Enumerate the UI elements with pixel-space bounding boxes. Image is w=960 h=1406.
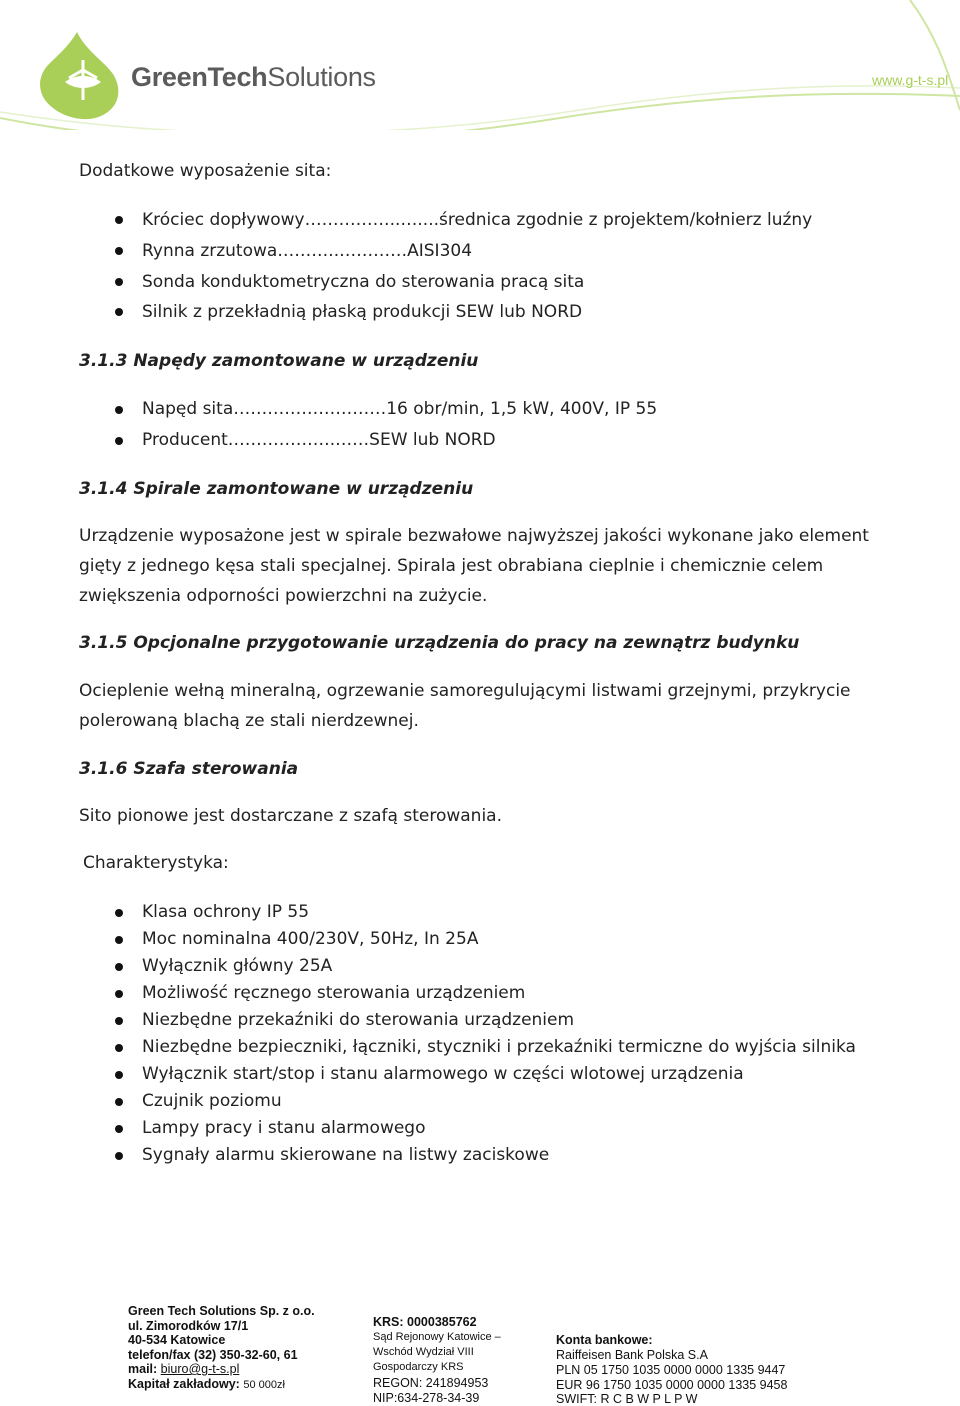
company-capital: Kapitał zakładowy: 50 000zł [128, 1377, 285, 1391]
paragraph-line: Sito pionowe jest dostarczane z szafą sterowania. [79, 806, 502, 826]
list-item: Wyłącznik główny 25A [142, 956, 333, 976]
list-item: Sonda konduktometryczna do sterowania pracą sita [142, 272, 585, 292]
company-phone: telefon/fax (32) 350-32-60, 61 [128, 1348, 298, 1362]
paragraph-line: gięty z jednego kęsa stali specjalnej. Spirala jest obrabiana cieplnie i chemicznie celem [79, 556, 824, 576]
list-item: Producent……………….……SEW lub NORD [142, 430, 496, 450]
bullet-icon [115, 1071, 123, 1079]
section-heading-315: 3.1.5 Opcjonalne przygotowanie urządzenia do pracy na zewnątrz budynku [79, 633, 800, 653]
list-item: Czujnik poziomu [142, 1091, 282, 1111]
list-item: Sygnały alarmu skierowane na listwy zaciskowe [142, 1145, 550, 1165]
list-item: Niezbędne bezpieczniki, łączniki, styczniki i przekaźniki termiczne do wyjścia silnika [142, 1037, 856, 1057]
paragraph-line: Ocieplenie wełną mineralną, ogrzewanie samoregulującymi listwami grzejnymi, przykrycie [79, 681, 851, 701]
bullet-icon [115, 1125, 123, 1133]
page-footer [0, 1300, 960, 1405]
section-heading-316: 3.1.6 Szafa sterowania [79, 759, 299, 779]
list-item: Napęd sita………………………16 obr/min, 1,5 kW, 400V, IP 55 [142, 399, 658, 419]
nip-number: NIP:634-278-34-39 [373, 1391, 480, 1405]
list-item: Silnik z przekładnią płaską produkcji SEW lub NORD [142, 302, 583, 322]
bank-account-eur: EUR 96 1750 1035 0000 0000 1335 9458 [556, 1378, 788, 1392]
regon-number: REGON: 241894953 [373, 1376, 489, 1390]
list-item: Klasa ochrony IP 55 [142, 902, 310, 922]
list-item: Rynna zrzutowa………..…………AISI304 [142, 241, 473, 261]
page-header [0, 0, 960, 130]
section-heading-314: 3.1.4 Spirale zamontowane w urządzeniu [79, 479, 474, 499]
paragraph-line: polerowaną blachą ze stali nierdzewnej. [79, 711, 419, 731]
company-street: ul. Zimorodków 17/1 [128, 1319, 249, 1333]
bullet-icon [115, 216, 123, 224]
email-link[interactable]: biuro@g-t-s.pl [160, 1362, 240, 1376]
bullet-icon [115, 936, 123, 944]
list-item: Niezbędne przekaźniki do sterowania urządzeniem [142, 1010, 575, 1030]
list-item: Króciec dopływowy……………..…....średnica zgodnie z projektem/kołnierz luźny [142, 210, 813, 230]
list-item: Moc nominalna 400/230V, 50Hz, In 25A [142, 929, 479, 949]
bank-name: Raiffeisen Bank Polska S.A [556, 1348, 708, 1362]
court-line: Sąd Rejonowy Katowice – [373, 1331, 501, 1343]
company-name: Green Tech Solutions Sp. z o.o. [128, 1304, 315, 1318]
paragraph-line: Urządzenie wyposażone jest w spirale bezwałowe najwyższej jakości wykonane jako element [79, 526, 869, 546]
bullet-icon [115, 308, 123, 316]
company-city: 40-534 Katowice [128, 1333, 226, 1347]
bullet-icon [115, 406, 123, 414]
characteristics-label: Charakterystyka: [83, 853, 229, 873]
website-url: www.g-t-s.pl [872, 72, 949, 88]
bullet-icon [115, 909, 123, 917]
paragraph-line: zwiększenia odporności powierzchni na zużycie. [79, 586, 488, 606]
company-logo-text: GreenTechSolutions [131, 62, 376, 92]
bank-swift: SWIFT: R C B W P L P W [556, 1392, 698, 1406]
bullet-icon [115, 278, 123, 286]
bullet-icon [115, 247, 123, 255]
bullet-icon [115, 1098, 123, 1106]
bullet-icon [115, 963, 123, 971]
list-item: Wyłącznik start/stop i stanu alarmowego w części wlotowej urządzenia [142, 1064, 744, 1084]
bullet-icon [115, 1017, 123, 1025]
section-heading-313: 3.1.3 Napędy zamontowane w urządzeniu [79, 351, 479, 371]
greentech-logo-icon [35, 30, 130, 120]
bank-label: Konta bankowe: [556, 1333, 653, 1347]
krs-number: KRS: 0000385762 [373, 1315, 477, 1329]
bullet-icon [115, 1044, 123, 1052]
bullet-icon [115, 990, 123, 998]
bullet-icon [115, 1152, 123, 1160]
bullet-icon [115, 437, 123, 445]
court-line: Gospodarczy KRS [373, 1361, 464, 1373]
bank-account-pln: PLN 05 1750 1035 0000 0000 1335 9447 [556, 1363, 786, 1377]
company-mail: mail: biuro@g-t-s.pl [128, 1362, 240, 1376]
list-item: Możliwość ręcznego sterowania urządzeniem [142, 983, 526, 1003]
court-line: Wschód Wydział VIII [373, 1346, 474, 1358]
intro-heading: Dodatkowe wyposażenie sita: [79, 161, 332, 181]
list-item: Lampy pracy i stanu alarmowego [142, 1118, 426, 1138]
